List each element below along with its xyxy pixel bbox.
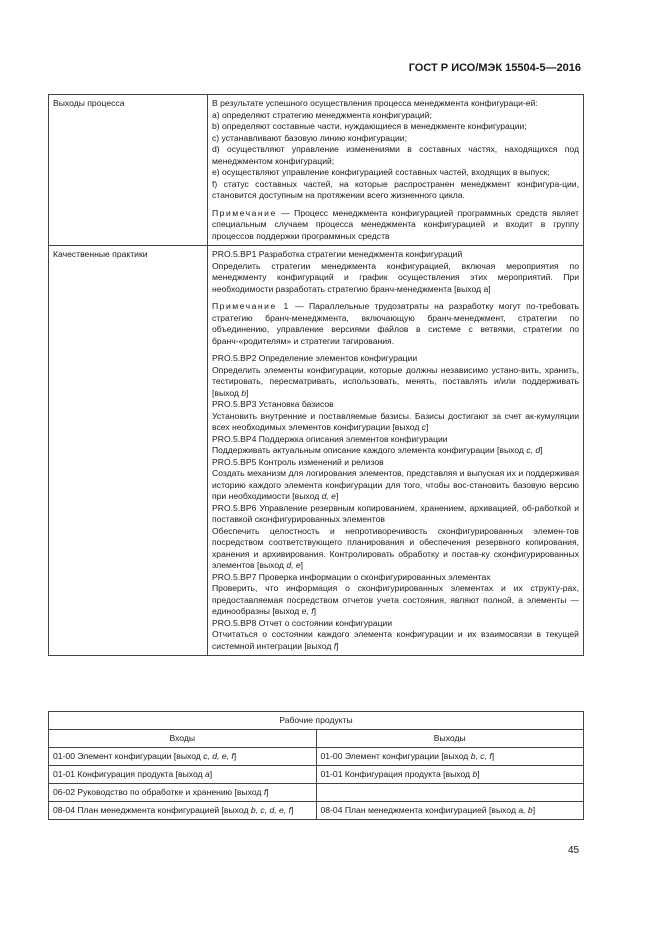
bp1-title: PRO.5.BP1 Разработка стратегии менеджмента конфигураций bbox=[212, 249, 463, 259]
practices-content bbox=[208, 246, 584, 656]
outputs-note bbox=[212, 208, 579, 243]
bp1-text: Определить стратегии менеджмента конфигурацией, включая мероприятия по менеджменту конфигураций и график осуществления этих мероприятий. При необходимости разработать стратегию бранч-менеджмента [выход а] bbox=[212, 260, 579, 294]
bp8-title: PRO.5.BP8 Отчет о состоянии конфигурации bbox=[212, 617, 393, 628]
bp4-text: Поддерживать актуальным описание каждого элемента конфигурации [выход c, d] bbox=[212, 445, 543, 455]
table-row bbox=[49, 784, 584, 802]
note-text: — Процесс менеджмента конфигурацией программных средств являет специальным случаем процесса менеджмента конфигурацией и входит в группу процессов поддержки программных средств bbox=[212, 207, 579, 241]
bp3-text: Установить внутренние и поставляемые базисы. Базисы достигают за счет ак-кумуляции всех необходимых элементов конфигурации [выход c] bbox=[212, 410, 579, 432]
wp-output-cell: 01-01 Конфигурация продукта [выход b] bbox=[316, 766, 584, 784]
note1-text: — Параллельные трудозатраты на разработку могут по-требовать стратегию бранч-менеджмента, включающую бранч-менеджмент, стратегии по объединению, управление версиями файлов в системе с ветвями, стратегии по бранч-«родителям» и стратегии тагирования. bbox=[212, 301, 579, 346]
table-row bbox=[49, 748, 584, 766]
page-number: 45 bbox=[568, 845, 580, 856]
wp-title-row bbox=[49, 712, 584, 730]
wp-input-cell: 01-01 Конфигурация продукта [выход a] bbox=[49, 766, 317, 784]
outputs-content bbox=[208, 95, 584, 246]
outputs-line: В результате успешного осуществления процесса менеджмента конфигураци-ей: bbox=[212, 98, 538, 108]
table-row bbox=[49, 766, 584, 784]
outputs-line: f) статус составных частей, на которые распространен менеджмент конфигура-ции, становится доступным на протяжении всего жизненного цикла. bbox=[212, 178, 579, 200]
wp-input-cell: 06-02 Руководство по обработке и хранению [выход f] bbox=[49, 784, 317, 802]
table-row bbox=[49, 802, 584, 820]
outputs-line: е) осуществляют управление конфигурацией составных частей, входящих в выпуск; bbox=[212, 167, 550, 177]
wp-inputs-header: Входы bbox=[49, 730, 317, 748]
bp2-title: PRO.5.BP2 Определение элементов конфигурации bbox=[212, 353, 418, 363]
wp-output-cell bbox=[316, 784, 584, 802]
outputs-line: d) осуществляют управление изменениями в составных частях, находящихся под менеджментом конфигураций; bbox=[212, 144, 579, 166]
bp7-text: Проверить, что информация о сконфигурированных элементах и их структу-рах, предоставляемая посредством отчетов учета состояния, являют полной, а элементы — единообразны [выход e, f] bbox=[212, 583, 579, 616]
bp7-title: PRO.5.BP7 Проверка информации о сконфигурированных элементах bbox=[212, 571, 491, 582]
bp8-text: Отчитаться о состоянии каждого элемента конфигурации и их взаимосвязи в текущей системной интеграции [выход f] bbox=[212, 629, 579, 651]
wp-header-row bbox=[49, 730, 584, 748]
row-label-outputs: Выходы процесса bbox=[49, 95, 208, 246]
wp-title: Рабочие продукты bbox=[49, 712, 584, 730]
work-products-table bbox=[48, 711, 584, 820]
bp4-title: PRO.5.BP4 Поддержка описания элементов конфигурации bbox=[212, 433, 448, 444]
bp6-title: PRO.5.BP6 Управление резервным копированием, хранением, архивацией, об-работкой и поставкой сконфигурированных элементов bbox=[212, 502, 579, 524]
outputs-line: а) определяют стратегию менеджмента конфигураций; bbox=[212, 109, 432, 120]
row-label-practices: Качественные практики bbox=[49, 246, 208, 656]
wp-output-cell: 08-04 План менеджмента конфигурацией [выход a, b] bbox=[316, 802, 584, 820]
process-table bbox=[48, 94, 584, 656]
outputs-line: с) устанавливают базовую линию конфигурации; bbox=[212, 132, 407, 143]
table-row-outputs bbox=[49, 95, 584, 246]
bp1-note bbox=[212, 301, 579, 347]
outputs-line: b) определяют составные части, нуждающиеся в менеджменте конфигурации; bbox=[212, 121, 527, 131]
note-label: Примечание bbox=[212, 207, 277, 218]
wp-input-cell: 01-00 Элемент конфигурации [выход c, d, e, f] bbox=[49, 748, 317, 766]
bp3-title: PRO.5.BP3 Установка базисов bbox=[212, 399, 334, 409]
bp5-title: PRO.5.BP5 Контроль изменений и релизов bbox=[212, 456, 384, 467]
bp5-text: Создать механизм для логирования элементов, представляя и выпуская их и поддерживая историю каждого элемента конфигурации для того, чтобы вос-становить базовую версию при необходимости [выход d, e] bbox=[212, 468, 579, 501]
wp-input-cell: 08-04 План менеджмента конфигурацией [выход b, c, d, e, f] bbox=[49, 802, 317, 820]
bp6-text: Обеспечить целостность и непротиворечивость сконфигурированных элемен-тов посредством соответствующего планирования и обеспечения резервного копирования, хранения и архивирования. Контролировать обработку и постав-ку сконфигурированных элементов [выход d, e] bbox=[212, 525, 579, 570]
note1-label: Примечание 1 bbox=[212, 301, 290, 311]
wp-outputs-header: Выходы bbox=[316, 730, 584, 748]
document-header: ГОСТ Р ИСО/МЭК 15504-5—2016 bbox=[408, 62, 581, 74]
bp2-text: Определить элементы конфигурации, которые должны независимо устано-вить, хранить, тестировать, пересматривать, использовать, менять, поставлять и/или поддерживать [выход b] bbox=[212, 364, 579, 398]
table-row-practices bbox=[49, 246, 584, 656]
wp-output-cell: 01-00 Элемент конфигурации [выход b, c, f] bbox=[316, 748, 584, 766]
